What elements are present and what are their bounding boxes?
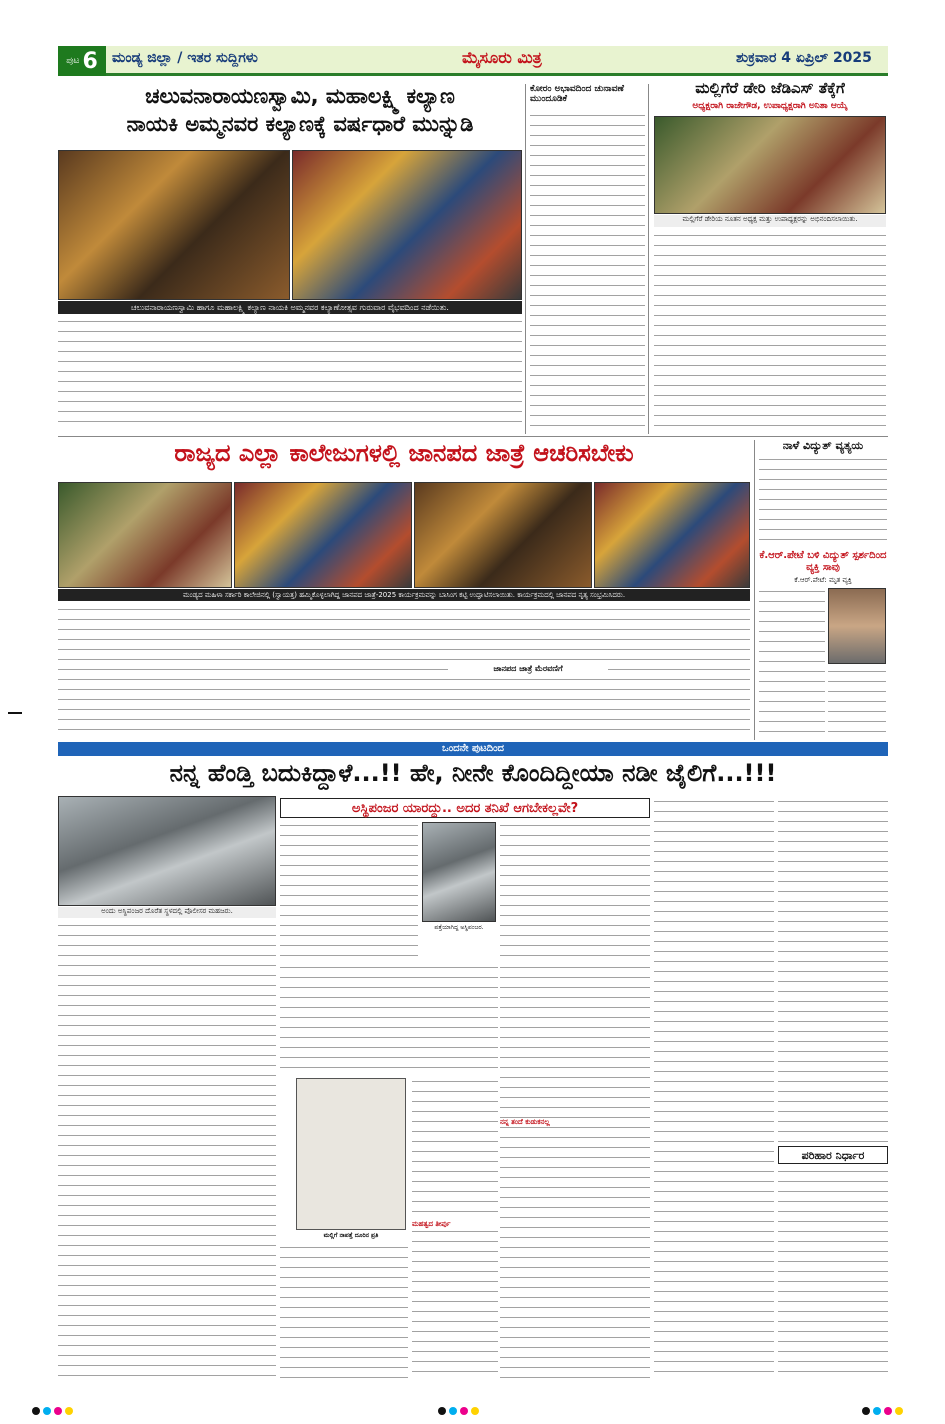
page-number: 6 — [82, 48, 98, 74]
dairy-photo-caption: ಮಲ್ಲಿಗೆರೆ ಡೇರಿಯ ನೂತನ ಅಧ್ಯಕ್ಷ ಮತ್ತು ಉಪಾಧ್ಯಕ್ಷರನ್ನು ಅಭಿನಂದಿಸಲಾಯಿತು. — [654, 215, 886, 227]
power-cut-headline: ನಾಳೆ ವಿದ್ಯುತ್ ವ್ಯತ್ಯಯ — [782, 439, 864, 452]
deceased-photo — [828, 588, 886, 664]
electric-story-body — [759, 588, 825, 738]
newspaper-brand: ಮೈಸೂರು ಮಿತ್ರ — [462, 48, 542, 67]
skeleton-box-body-2 — [500, 822, 650, 960]
temple-crowd-photo — [58, 150, 290, 300]
complaint-photo-caption: ಮಲ್ಲಿಗೆ ನಾಪತ್ತೆ ದೂರಿನ ಪ್ರತಿ — [323, 1232, 379, 1239]
column-divider — [525, 84, 526, 434]
bottom-subhead-2: ಮಹತ್ವದ ತೀರ್ಪು — [412, 1220, 498, 1229]
janapada-headline: ರಾಜ್ಯದ ಎಲ್ಲಾ ಕಾಲೇಜುಗಳಲ್ಲಿ ಜಾನಪದ ಜಾತ್ರೆ ಆಚರಿಸಬೇಕು — [174, 439, 634, 467]
dairy-group-photo — [654, 116, 886, 214]
registration-marks-left — [32, 1400, 76, 1419]
bottom-story-col6 — [778, 798, 888, 1142]
deity-photo — [292, 150, 522, 300]
bottom-story-col2b — [280, 1244, 408, 1378]
bottom-story-col2 — [280, 964, 498, 1074]
skeleton-box-headline: ಅಸ್ಥಿಪಂಜರ ಯಾರದ್ದು.. ಅದರ ತನಿಖೆ ಆಗಬೇಕಲ್ಲವೇ? — [280, 798, 650, 818]
janapada-subhead: ಜಾನಪದ ಜಾತ್ರೆ ಮೆರವಣಿಗೆ — [448, 664, 608, 674]
power-cut-body — [759, 456, 887, 548]
skeleton-site-caption: ಅಂದು ಅಸ್ಥಿಪಂಜರ ದೊರೆತ ಸ್ಥಳದಲ್ಲಿ ಪೊಲೀಸರ ಮಹಜರು. — [58, 907, 276, 918]
electric-photo-caption: ಕೆ.ಆರ್.ಪೇಟೆ: ಮೃತ ವ್ಯಕ್ತಿ — [794, 576, 852, 584]
page-number-box — [58, 46, 106, 76]
side-story-body — [530, 112, 645, 430]
issue-date: ಶುಕ್ರವಾರ 4 ಏಪ್ರಿಲ್ 2025 — [736, 50, 872, 66]
janapada-photo-2 — [234, 482, 412, 588]
bottom-headline: ನನ್ನ ಹೆಂಡ್ತಿ ಬದುಕಿದ್ದಾಳೆ...!! ಹೇ, ನೀನೇ ಕೊಂದಿದ್ದೀಯಾ ನಡೀ ಜೈಲಿಗೆ...!!! — [169, 759, 777, 787]
section-title: ಮಂಡ್ಯ ಜಿಲ್ಲಾ / ಇತರ ಸುದ್ದಿಗಳು — [112, 50, 258, 66]
registration-marks-right — [862, 1400, 906, 1419]
verdict-body — [778, 1168, 888, 1378]
bottom-story-col4 — [500, 964, 650, 1378]
verdict-title: ಪರಿಹಾರ ನಿರ್ಧಾರ — [778, 1146, 888, 1164]
side-story-headline: ಕೋರಂ ಅಭಾವದಿಂದ ಚುನಾವಣೆ ಮುಂದೂಡಿಕೆ — [530, 84, 624, 105]
column-divider — [754, 440, 755, 740]
bottom-story-col5 — [654, 798, 774, 1378]
bottom-subhead-1: ನನ್ನ ತಂದೆ ಕುಡುಕನಲ್ಲ — [500, 1118, 650, 1127]
skeleton-box-body-1 — [280, 822, 418, 960]
dairy-story-body — [654, 232, 886, 430]
bottom-story-col1 — [58, 922, 276, 1377]
page-label: ಪುಟ — [66, 56, 80, 66]
dairy-subhead: ಅಧ್ಯಕ್ಷರಾಗಿ ರಾಜೇಗೌಡ, ಉಪಾಧ್ಯಕ್ಷರಾಗಿ ಅನಿತಾ ಆಯ್ಕೆ — [692, 101, 848, 111]
registration-marks-center — [438, 1400, 482, 1419]
continued-banner: ಒಂದನೇ ಪುಟದಿಂದ — [58, 742, 888, 756]
complaint-document-photo — [296, 1078, 406, 1230]
top-headline-line2: ನಾಯಕಿ ಅಮ್ಮನವರ ಕಲ್ಯಾಣಕ್ಕೆ ವರ್ಷಧಾರೆ ಮುನ್ನುಡಿ — [126, 112, 474, 137]
janapada-photo-4 — [594, 482, 750, 588]
janapada-story-body — [58, 606, 750, 738]
janapada-photo-3 — [414, 482, 592, 588]
janapada-photo-1 — [58, 482, 232, 588]
top-photo-caption: ಚಲುವನಾರಾಯಣಸ್ವಾಮಿ ಹಾಗೂ ಮಹಾಲಕ್ಷ್ಮಿ ಕಲ್ಯಾಣ ನಾಯಕಿ ಅಮ್ಮನವರ ಕಲ್ಯಾಣೋತ್ಸವ ಗುರುವಾರ ವೈಭವದಿಂದ ನಡೆಯಿತು. — [58, 301, 522, 314]
column-divider — [648, 84, 649, 434]
top-headline-line1: ಚಲುವನಾರಾಯಣಸ್ವಾಮಿ, ಮಹಾಲಕ್ಷ್ಮಿ ಕಲ್ಯಾಣ — [145, 84, 455, 108]
skeleton-site-photo — [58, 796, 276, 906]
skeleton-photo — [422, 822, 496, 922]
skeleton-photo-caption: ಪತ್ತೆಯಾಗಿದ್ದ ಅಸ್ಥಿಪಂಜರ. — [434, 924, 484, 931]
top-headline — [80, 84, 520, 136]
dairy-headline: ಮಲ್ಲಿಗೆರೆ ಡೇರಿ ಜೆಡಿಎಸ್ ತೆಕ್ಕೆಗೆ — [695, 79, 845, 97]
electric-story-body-2 — [828, 668, 886, 738]
janapada-photo-caption: ಮಂಡ್ಯದ ಮಹಿಳಾ ಸರ್ಕಾರಿ ಕಾಲೇಜಿನಲ್ಲಿ (ಸ್ವಾಯತ್ತ) ಹಮ್ಮಿಕೊಳ್ಳಲಾಗಿದ್ದ ಜಾನಪದ ಜಾತ್ರೆ-2025 ಕಾರ್ಯಕ್ರಮವನ್ನು ಬಾಸಿಂಗ ಕಟ್ಟಿ ಉದ್ಘಾಟಿಸಲಾಯಿತು. ಕಾರ್ಯಕ್ರಮದಲ್ಲಿ ಜಾನಪದ ನೃತ್ಯ ಸಂಭ್ರಮಿಸಿದರು. — [58, 589, 750, 601]
fold-mark — [8, 712, 22, 714]
top-story-body — [58, 318, 522, 430]
electric-headline: ಕೆ.ಆರ್.ಪೇಟೆ ಬಳಿ ವಿದ್ಯುತ್ ಸ್ಪರ್ಶದಿಂದ ವ್ಯಕ್ತಿ ಸಾವು — [759, 550, 887, 573]
section-divider — [58, 436, 888, 437]
